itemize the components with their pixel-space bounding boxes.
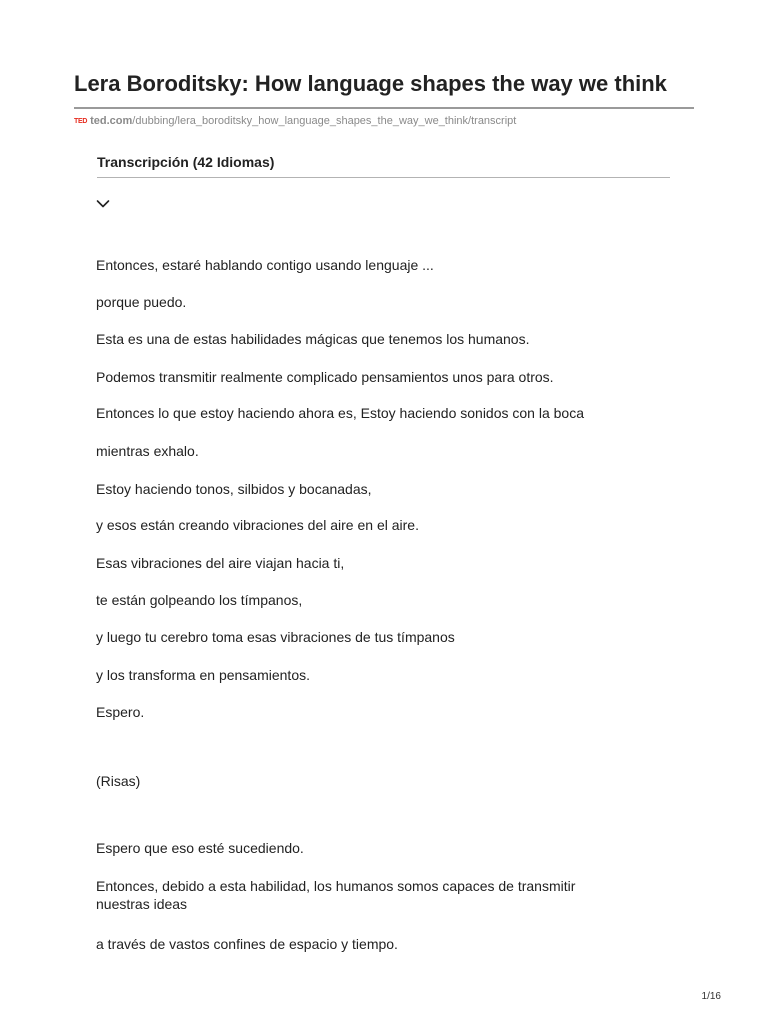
transcript-line: Entonces, debido a esta habilidad, los humanos somos capaces de transmitir nuestras ideas [96,878,576,912]
transcript-line: te están golpeando los tímpanos, [96,592,303,608]
transcript-line: Espero. [96,704,145,720]
source-domain: ted.com [90,115,133,127]
transcript-line: Espero que eso esté sucediendo. [96,840,304,856]
section-divider [97,177,670,178]
transcript-line: y los transforma en pensamientos. [96,667,310,683]
page-number: 1/16 [701,991,721,1002]
ted-logo: TED [74,117,88,125]
transcript-line: Entonces, estaré hablando contigo usando lenguaje ... [96,257,434,273]
chevron-down-icon[interactable] [96,197,110,211]
transcript-line: Podemos transmitir realmente complicado pensamientos unos para otros. [96,369,554,385]
transcript-line: Esta es una de estas habilidades mágicas que tenemos los humanos. [96,331,530,347]
page-title: Lera Boroditsky: How language shapes the way we think [74,71,667,96]
transcript-line: a través de vastos confines de espacio y tiempo. [96,936,398,952]
transcript-line: porque puedo. [96,294,187,310]
transcript-line: Entonces lo que estoy haciendo ahora es, Estoy haciendo sonidos con la boca [96,405,584,421]
transcript-line: y esos están creando vibraciones del aire en el aire. [96,517,419,533]
title-divider [74,107,694,109]
transcript-line: mientras exhalo. [96,443,199,459]
transcript-line: Estoy haciendo tonos, silbidos y bocanadas, [96,481,372,497]
transcript-heading: Transcripción (42 Idiomas) [97,154,275,170]
transcript-line: Esas vibraciones del aire viajan hacia ti, [96,555,345,571]
source-path: /dubbing/lera_boroditsky_how_language_shapes_the_way_we_think/transcript [132,115,517,127]
source-url[interactable] [74,115,516,127]
transcript-line: y luego tu cerebro toma esas vibraciones de tus tímpanos [96,629,455,645]
transcript-line: (Risas) [96,773,141,789]
